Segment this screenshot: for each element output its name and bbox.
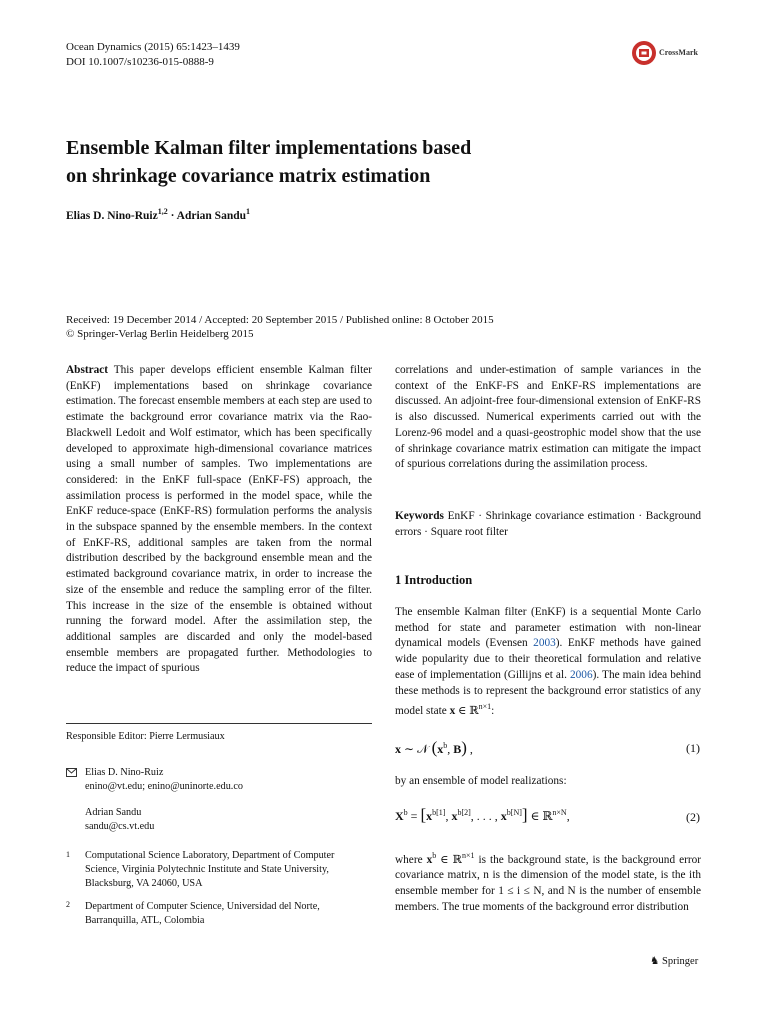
intro-paragraph-1: The ensemble Kalman filter (EnKF) is a sequential Monte Carlo method for state and parameter estimation with non-linear dynamical models (Evensen 2003). EnKF methods have gained wide popularity due to their theoretical formulation and relative ease of implementation (Gillijns et al. 2006). The main idea behind these methods is to represent the background error statistics of any model state x ∈ ℝ$^{n\times 1}$: bbox=[395, 606, 701, 717]
crossmark-label: CrossMark bbox=[659, 48, 698, 57]
keywords-block bbox=[395, 509, 701, 540]
affiliation-2 bbox=[85, 900, 320, 928]
abstract-label: Abstract bbox=[66, 364, 109, 376]
footnote-divider bbox=[66, 723, 372, 724]
equation-2: $X^b = [x^{b[1]}$, $x^{b[2]}$, . . . , $x^{b[N]}$] ∈ ℝ$^{n\times N}$, bbox=[395, 805, 570, 824]
intro-text: ). The main idea behind these methods is to represent the background error statistics of any model state bbox=[395, 668, 701, 717]
citation-link[interactable]: 2003 bbox=[533, 637, 556, 650]
second-author-email[interactable]: sandu@cs.vt.edu bbox=[85, 821, 155, 832]
intro-text: is the background state, is the background error covariance matrix, n is the dimension of the model state, is the ith ensemble member for 1 ≤ i ≤ N, and N is the number of ensemble members. The true moments of the background error distribution bbox=[395, 853, 702, 913]
title-line-2: on shrinkage covariance matrix estimation bbox=[66, 165, 431, 187]
springer-horse-icon: ♞ bbox=[650, 956, 660, 967]
paper-title bbox=[66, 134, 586, 190]
citation-link[interactable]: 2006 bbox=[570, 668, 593, 681]
responsible-editor: Responsible Editor: Pierre Lermusiaux bbox=[66, 731, 225, 742]
affiliation-1 bbox=[85, 849, 334, 891]
between-equations-text: by an ensemble of model realizations: bbox=[395, 775, 567, 787]
journal-citation: Ocean Dynamics (2015) 65:1423–1439 bbox=[66, 41, 240, 53]
author-list bbox=[66, 207, 250, 222]
publisher-name: Springer bbox=[662, 956, 699, 967]
equation-number: (1) bbox=[686, 741, 700, 755]
second-author-name: Adrian Sandu bbox=[85, 807, 142, 818]
equation-1: x ∼ 𝒩 ($x^b$, B) , bbox=[395, 738, 473, 757]
affiliation-2-line: Department of Computer Science, Universidad del Norte, bbox=[85, 901, 320, 912]
author-separator: · bbox=[167, 209, 177, 222]
intro-text: : bbox=[491, 704, 495, 717]
intro-paragraph-2: where $x^b$ ∈ ℝ$^{n\times 1}$ is the background state, is the background error covariance matrix, n is the dimension of the model state, is the ith ensemble member for 1 ≤ i ≤ N, and N is the number of ensemble members. The true moments of the background error distribution bbox=[395, 851, 702, 913]
affiliation-sup: 1 bbox=[246, 207, 251, 216]
abstract-continued: correlations and under-estimation of sample variances in the context of the EnKF-FS and EnKF-RS implementations are discussed. An adjoint-free four-dimensional extension of EnKF-RS is also discussed. Numerical experiments carried out with the Lorenz-96 model and a quasi-geostrophic model show that the use of shrinkage covariance matrix estimation can mitigate the impact of spurious correlations during the assimilation process. bbox=[395, 364, 701, 471]
publisher-logo bbox=[650, 955, 698, 967]
author-name: Elias D. Nino-Ruiz bbox=[66, 209, 158, 222]
doi[interactable]: DOI 10.1007/s10236-015-0888-9 bbox=[66, 56, 214, 68]
second-author-contact bbox=[85, 806, 154, 834]
received-dates: Received: 19 December 2014 / Accepted: 20 September 2015 / Published online: 8 October 2015 bbox=[66, 314, 494, 326]
affiliation-1-line: Computational Science Laboratory, Department of Computer bbox=[85, 850, 335, 861]
affiliation-number: 2 bbox=[66, 900, 70, 909]
section-heading: 1 Introduction bbox=[395, 573, 473, 587]
copyright-line: © Springer-Verlag Berlin Heidelberg 2015 bbox=[66, 328, 254, 340]
affiliation-1-line: Blacksburg, VA 24060, USA bbox=[85, 878, 203, 889]
corresponding-name: Elias D. Nino-Ruiz bbox=[85, 767, 164, 778]
author-name: Adrian Sandu bbox=[176, 209, 247, 222]
crossmark-badge[interactable] bbox=[630, 38, 710, 68]
intro-text: ). EnKF methods have gained wide popularity due to their theoretical formulation and relative ease of implementation (Gillijns et al. bbox=[395, 637, 701, 681]
abstract-text: This paper develops efficient ensemble Kalman filter (EnKF) implementations based on shrinkage covariance estimation. The forecast ensemble members at each step are used to estimate the background error covariance matrix via the Rao-Blackwell Ledoit and Wolf estimator, which has been specifically developed to approximate high-dimensional covariance matrices using a small number of samples. Two implementations are considered: in the EnKF full-space (EnKF-FS) approach, the assimilation process is performed in the model space, while the EnKF reduce-space (EnKF-RS) formulation performs the analysis in the subspace spanned by the ensemble members. In the context of EnKF-RS, additional samples are taken from the normal distribution described by the background ensemble mean and the estimated background covariance matrix, in order to increase the size of the ensemble and reduce the sampling error of the filter. This increase in the size of the ensemble is obtained without running the forward model. After the assimilation step, the additional samples are discarded and only the model-based ensemble members are propagated further. Methodologies to reduce the impact of spurious bbox=[66, 364, 372, 675]
keywords-label: Keywords bbox=[395, 510, 444, 522]
abstract-block bbox=[66, 363, 372, 677]
title-line-1: Ensemble Kalman filter implementations based bbox=[66, 137, 472, 159]
affiliation-1-line: Science, Virginia Polytechnic Institute and State University, bbox=[85, 864, 329, 875]
envelope-icon bbox=[66, 768, 77, 782]
corresponding-email[interactable]: enino@vt.edu; enino@uninorte.edu.co bbox=[85, 781, 243, 792]
intro-text: The ensemble Kalman filter (EnKF) is a sequential Monte Carlo method for state and parameter estimation with non-linear dynamical models (Evensen bbox=[395, 606, 701, 650]
affiliation-2-line: Barranquilla, ATL, Colombia bbox=[85, 915, 205, 926]
affiliation-number: 1 bbox=[66, 850, 70, 859]
affiliation-sup: 1,2 bbox=[157, 207, 168, 216]
corresponding-author bbox=[85, 766, 243, 794]
equation-number: (2) bbox=[686, 810, 700, 824]
keywords-text: EnKF · Shrinkage covariance estimation · Background errors · Square root filter bbox=[395, 510, 701, 538]
